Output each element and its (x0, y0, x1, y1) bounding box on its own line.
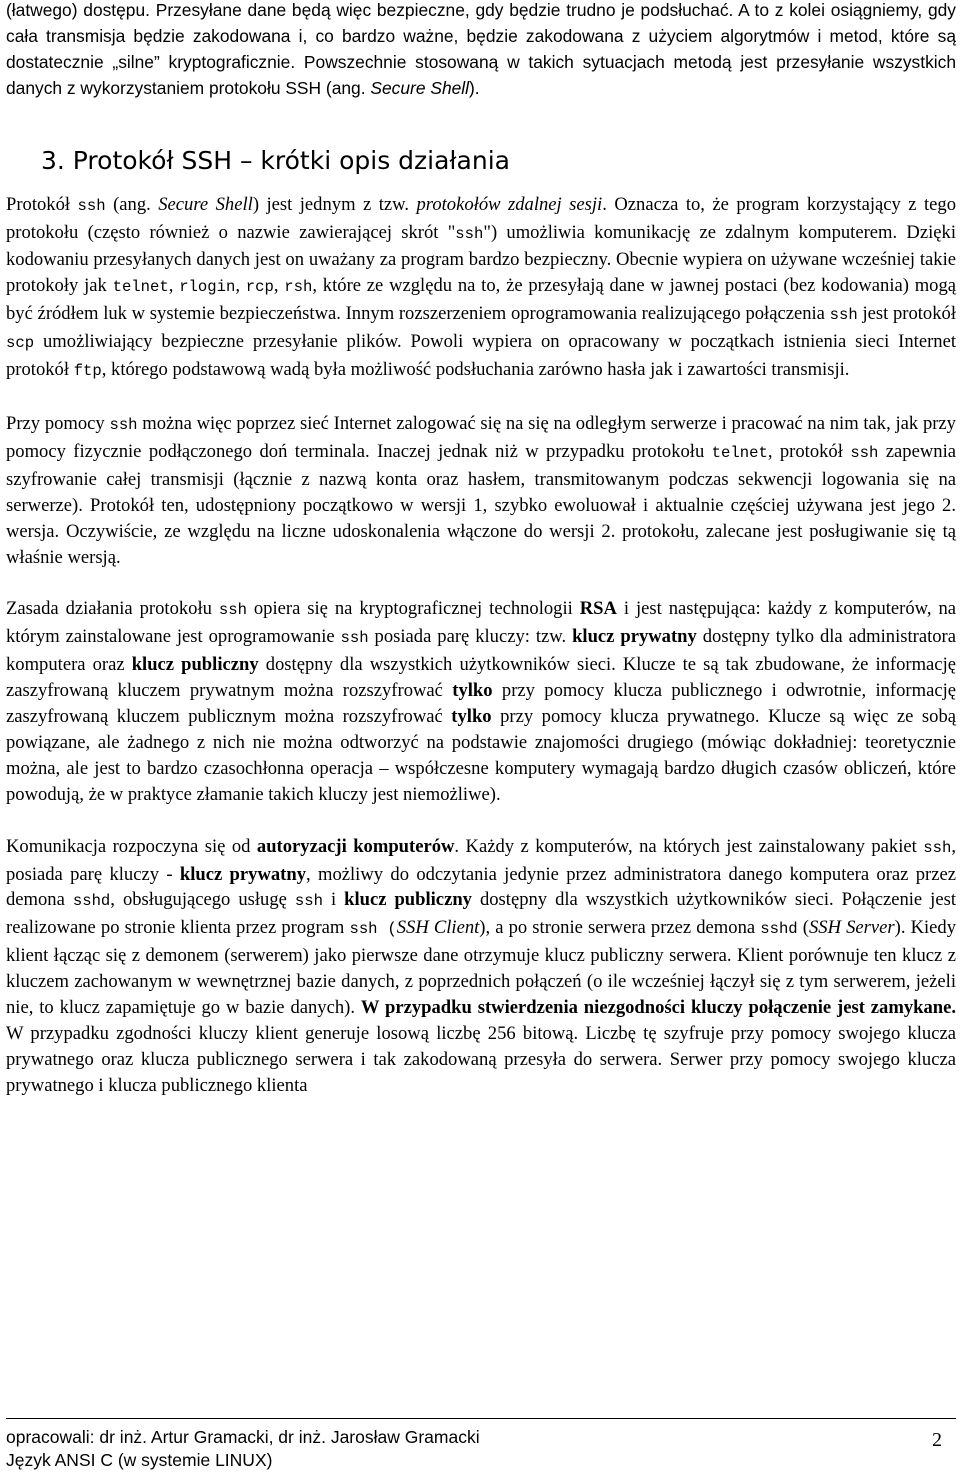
text-run: rcp (245, 278, 274, 297)
text-run: przy pomocy klucza prywatnego. Klucze są więc ze sobą powiązane, ale żadnego z nich nie można odtworzyć na podstawie znajomości drugiego (mówiąc dokładniej: teoretycznie można, ale jest to bardzo czasochłonna operacja – współczesne komputery wymagają bardzo długich czasów obliczeń, które powodują, że w praktyce złamanie takich kluczy jest niemożliwe). (6, 706, 957, 805)
text-run: rsh (284, 278, 313, 297)
text-run: SSH Client (396, 917, 480, 939)
text-run: i (322, 889, 345, 911)
text-run: autoryzacji komputerów (256, 835, 455, 857)
text-run: Przy pomocy (6, 412, 110, 434)
authorization-paragraph (6, 834, 956, 1099)
text-run: ssh (294, 892, 323, 911)
text-run: ) jest jednym z tzw. (252, 193, 417, 215)
text-run: telnet (112, 278, 169, 297)
document-page (6, 0, 956, 1099)
text-run: dostępny tylko dla administratora komputera oraz (6, 626, 956, 676)
footer-course: Język ANSI C (w systemie LINUX) (6, 1450, 273, 1470)
text-run: jest protokół (857, 303, 956, 325)
text-run: sshd (760, 920, 798, 939)
text-run: Secure Shell (158, 193, 253, 215)
text-run: klucz prywatny (572, 626, 697, 648)
text-run: ftp (73, 362, 102, 381)
page-footer (6, 1426, 956, 1472)
text-run: telnet (711, 443, 768, 462)
text-run: można więc poprzez sieć Internet zalogować się na się na odległym serwerze i pracować na nim tak, jak przy pomocy fizycznie podłączonego doń terminala. Inaczej jednak niż w przypadku protokołu (6, 412, 956, 462)
text-run: (ang. (105, 193, 159, 215)
text-run: , (235, 275, 246, 297)
text-run: , protokół (767, 440, 851, 462)
text-run: rlogin (179, 278, 236, 297)
text-run: W przypadku zgodności kluczy klient generuje losową liczbę 256 bitową. Liczbę tę szyfruje przy pomocy swojego klucza prywatnego oraz klucza publicznego serwera i tak zakodowaną przesyła do serwera. Serwer przy pomocy swojego klucza prywatnego i klucza publicznego klienta (6, 1023, 956, 1096)
text-run: opiera się na kryptograficznej technologii (246, 598, 580, 620)
text-run: , obsługującego usługę (110, 889, 295, 911)
text-run: . Oznacza to, że program korzystający z tego protokołu (często również o nazwie zawierającej skrót " (6, 193, 957, 243)
text-run: SSH Server (808, 917, 895, 939)
text-run: tylko (451, 706, 492, 728)
text-run: Protokół (6, 193, 78, 215)
text-run: ). (469, 77, 480, 98)
text-run: , (168, 275, 180, 297)
text-run: i jest następująca: każdy z komputerów, na którym zainstalowane jest oprogramowanie (6, 598, 956, 648)
footer-divider (6, 1418, 956, 1419)
text-run: Komunikacja rozpoczyna się od (6, 835, 257, 857)
text-run: protokołów zdalnej sesji (416, 193, 603, 215)
text-run: ssh (850, 443, 879, 462)
text-run: ( (797, 917, 809, 939)
text-run: , (273, 275, 285, 297)
text-run: , posiada parę kluczy - (6, 835, 956, 885)
text-run: . Każdy z komputerów, na których jest zainstalowany pakiet (454, 835, 924, 857)
page-number: 2 (932, 1429, 942, 1451)
ssh-usage-paragraph (6, 411, 956, 570)
footer-authors: opracowali: dr inż. Artur Gramacki, dr inż. Jarosław Gramacki (6, 1427, 480, 1447)
text-run: , które ze względu na to, że przesyłają dane w jawnej postaci (bez kodowania) mogą być źródłem luk w systemie bezpieczeństwa. Innym rozszerzeniem oprogramowania realizującego połączenia (6, 275, 957, 325)
text-run: ). Kiedy klient łącząc się z demonem (serwerem) jako pierwsze dane otrzymuje klucz publiczny serwera. Klient porównuje ten klucz z kluczem zachowanym w wewnętrznej bazie danych, z poprzednich połączeń (o ile wcześniej łączył się z tym serwerem, jeżeli nie, to klucz zapamiętuje go w bazie danych). (6, 917, 957, 1019)
text-run: ssh (455, 224, 484, 243)
text-run: ssh (829, 306, 858, 325)
text-run: Secure Shell (370, 77, 470, 98)
text-run: , możliwy do odczytania jedynie przez administratora danego komputera oraz przez demona (6, 863, 956, 911)
text-run: (łatwego) dostępu. Przesyłane dane będą więc bezpieczne, gdy będzie trudno je podsłuchać. A to z kolei osiągniemy, gdy cała transmisja będzie zakodowana i, co bardzo ważne, będzie zakodowana z użyciem algorytmów i metod, które są dostatecznie „silne” kryptograficznie. Powszechnie stosowaną w takich sytuacjach metodą jest przesyłanie wszystkich danych z wykorzystaniem protokołu SSH (ang. (6, 0, 956, 98)
text-run: W przypadku stwierdzenia niezgodności kluczy połączenie jest zamykane. (360, 997, 956, 1019)
text-run: scp (6, 334, 35, 353)
text-run: ssh (218, 601, 247, 620)
rsa-principle-paragraph (6, 596, 956, 807)
text-run: , którego podstawową wadą była możliwość podsłuchania zarówno hasła jak i zawartości transmisji. (101, 359, 850, 381)
text-run: klucz publiczny (131, 654, 259, 676)
text-run: sshd (72, 892, 111, 911)
text-run: klucz prywatny (179, 863, 307, 885)
text-run: ), a po stronie serwera przez demona (479, 917, 761, 939)
section-heading: 3. Protokół SSH – krótki opis działania (41, 145, 510, 175)
intro-paragraph (6, 0, 956, 102)
text-run: klucz publiczny (344, 889, 472, 911)
text-run: dostępny dla wszystkich użytkowników sieci. Klucze te są tak zbudowane, że informację zaszyfrowaną kluczem prywatnym można rozszyfrować (6, 654, 956, 702)
text-run: ") umożliwia komunikację ze zdalnym komputerem. Dzięki kodowaniu przesyłanych danych jest on uważany za program bardzo bezpieczny. Obecnie wypiera on używane wcześniej takie protokoły jak (6, 221, 956, 297)
text-run: tylko (452, 680, 493, 702)
text-run: ssh ( (349, 920, 397, 939)
text-run: zapewnia szyfrowanie całej transmisji (łącznie z nazwą konta oraz hasłem, transmitowanym podczas sekwencji logowania się na serwerze). Protokół ten, udostępniony początkowo w wersji 1, szybko ewoluował i aktualnie częściej używana jest jego 2. wersja. Oczywiście, ze względu na liczne udoskonalenia włączone do wersji 2. protokołu, zalecane jest posługiwanie się tą właśnie wersją. (6, 440, 956, 568)
text-run: Zasada działania protokołu (6, 598, 219, 620)
ssh-description-paragraph (6, 192, 956, 385)
text-run: posiada parę kluczy: tzw. (368, 626, 573, 648)
text-run: ssh (923, 838, 952, 857)
text-run: umożliwiający bezpieczne przesyłanie plików. Powoli wypiera on opracowany w początkach istnienia sieci Internet protokół (6, 331, 956, 381)
text-run: ssh (109, 415, 138, 434)
text-run: RSA (579, 598, 617, 620)
text-run: ssh (340, 629, 369, 648)
text-run: ssh (77, 196, 106, 215)
text-run: dostępny dla wszystkich użytkowników sieci. Połączenie jest realizowane po stronie klienta przez program (6, 889, 956, 939)
text-run: przy pomocy klucza publicznego i odwrotnie, informację zaszyfrowaną kluczem publicznym można rozszyfrować (6, 680, 956, 728)
